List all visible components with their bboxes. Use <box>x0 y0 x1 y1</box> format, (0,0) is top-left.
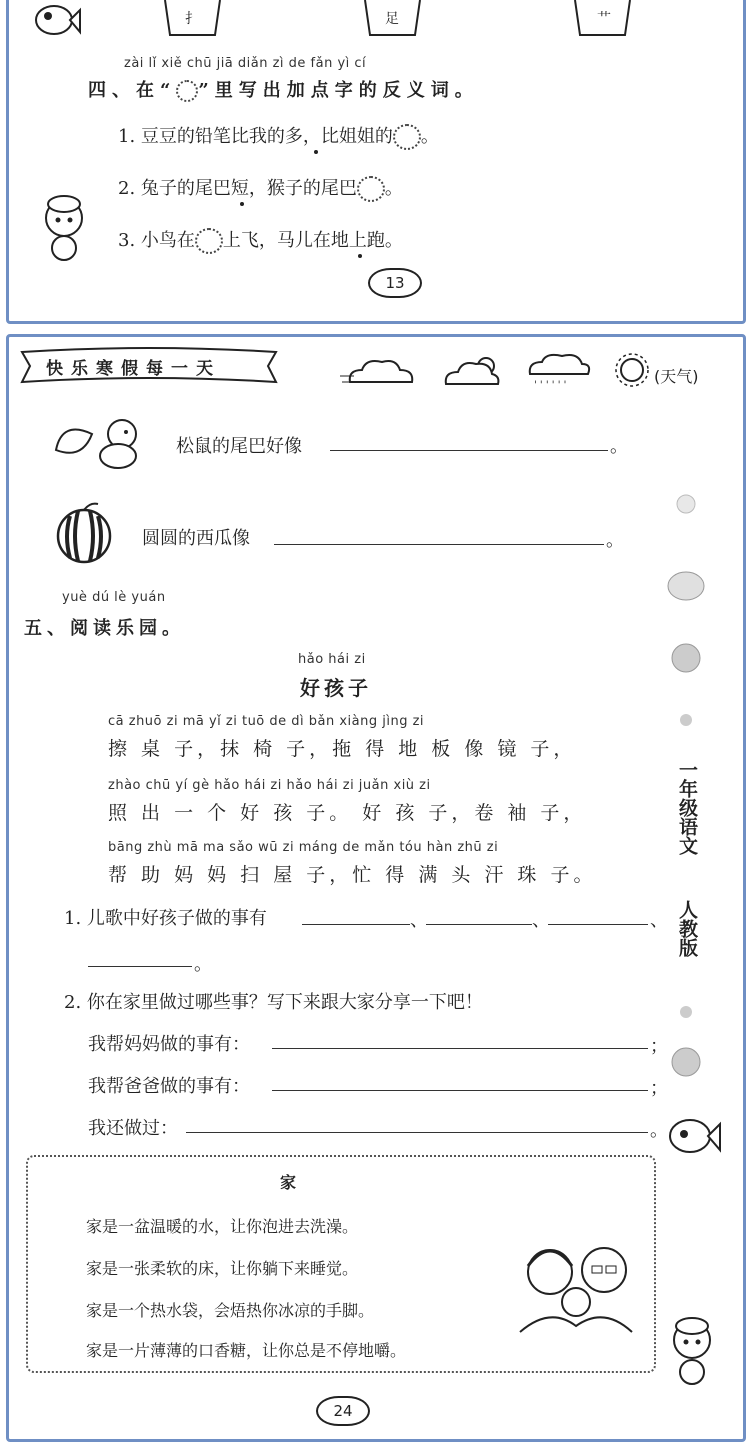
q2-dad-label: 我帮爸爸做的事有： <box>88 1076 250 1097</box>
page-number-24: 24 <box>316 1396 370 1426</box>
poem-line-3-pinyin: bāng zhù mā ma sǎo wū zi máng de mǎn tóu hàn zhū zi <box>108 840 499 855</box>
weather-label: (天气) <box>654 367 699 386</box>
q1-blank-3[interactable] <box>548 924 648 925</box>
squirrel-prompt: 松鼠的尾巴好像 <box>176 436 302 457</box>
q1-sep-1: 、 <box>410 910 428 931</box>
sunny-icon[interactable] <box>612 350 652 390</box>
blank-flower-icon <box>176 80 198 102</box>
q1-blank-1[interactable] <box>302 924 410 925</box>
q1-blank-4[interactable] <box>88 966 192 967</box>
q2-dad-end: ； <box>650 1078 668 1099</box>
poem-line-2-pinyin: zhào chū yí gè hǎo hái zi hǎo hái zi juǎn xiù zi <box>108 778 431 793</box>
q2-mom-answer-line[interactable] <box>272 1048 648 1049</box>
q2-other-end: 。 <box>650 1120 668 1141</box>
svg-text:' ' ' ' ' ': ' ' ' ' ' ' <box>534 380 567 391</box>
banner-text: 快乐寒假每一天 <box>46 359 221 379</box>
q1-end: 。 <box>194 954 212 975</box>
q1-text: 1. 豆豆的铅笔比我的多，比姐姐的 <box>118 126 393 147</box>
q1-end: 。 <box>420 126 439 147</box>
squirrel-end: 。 <box>610 436 628 457</box>
watermelon-end: 。 <box>606 530 624 551</box>
emphasis-dot <box>314 150 318 154</box>
home-poem-line-4: 家是一片薄薄的口香糖，让你总是不停地嚼。 <box>86 1341 407 1360</box>
home-poem-title: 家 <box>280 1173 297 1192</box>
q2-other-label: 我还做过： <box>88 1118 178 1139</box>
poem-title-pinyin: hǎo hái zi <box>298 652 366 667</box>
q1-sep-3: 、 <box>650 910 668 931</box>
q2-dad-answer-line[interactable] <box>272 1090 648 1091</box>
q3-after: 上飞，马儿在地上跑。 <box>222 230 403 251</box>
pot-char-1: 扌 <box>185 11 199 27</box>
family-illustration <box>514 1236 638 1336</box>
q1-blank-2[interactable] <box>426 924 532 925</box>
side-edition-label: 人教版 <box>676 900 698 957</box>
section4-heading-before: 四、在“ <box>88 80 177 101</box>
emphasis-dot <box>240 202 244 206</box>
side-grade-label: 一年级语文 <box>676 760 698 855</box>
emphasis-dot <box>358 254 362 258</box>
poem-line-1-pinyin: cā zhuō zi mā yǐ zi tuō de dì bǎn xiàng jìng zi <box>108 714 425 729</box>
q3-before: 3. 小鸟在 <box>118 230 195 251</box>
section4-heading <box>88 76 479 102</box>
watermelon-answer-line[interactable] <box>274 544 604 545</box>
home-poem-line-1: 家是一盆温暖的水，让你泡进去洗澡。 <box>86 1217 359 1236</box>
rainy-icon[interactable] <box>526 352 592 392</box>
poem-title: 好孩子 <box>300 676 372 700</box>
section4-q1 <box>118 122 439 150</box>
answer-blank-2[interactable] <box>357 176 385 202</box>
reading-q1: 1. 儿歌中好孩子做的事有 <box>64 908 267 929</box>
squirrel-icon <box>52 410 156 474</box>
fish-mascot-icon <box>30 0 82 44</box>
home-poem-line-2: 家是一张柔软的床，让你躺下来睡觉。 <box>86 1259 359 1278</box>
answer-blank-3[interactable] <box>195 228 223 254</box>
puppy-mascot-icon <box>664 1312 720 1388</box>
fish-mascot-icon <box>664 1112 722 1164</box>
watermelon-icon <box>54 502 118 564</box>
section4-heading-after: ”里写出加点字的反义词。 <box>198 80 479 101</box>
flower-pots-illustration <box>160 0 640 40</box>
section5-pinyin: yuè dú lè yuán <box>62 590 166 605</box>
poem-line-1: 擦 桌 子，抹 椅 子，拖 得 地 板 像 镜 子， <box>108 738 577 760</box>
poem-line-2: 照 出 一 个 好 孩 子。 好 孩 子，卷 袖 子， <box>108 802 587 824</box>
page-number-13: 13 <box>368 268 422 298</box>
partly-sunny-icon[interactable] <box>442 354 502 388</box>
q2-end: 。 <box>384 178 403 199</box>
q1-sep-2: 、 <box>532 910 550 931</box>
cloudy-icon[interactable] <box>340 354 420 388</box>
q2-mom-end: ； <box>650 1036 668 1057</box>
section4-pinyin: zài lǐ xiě chū jiā diǎn zì de fǎn yì cí <box>124 56 367 71</box>
squirrel-answer-line[interactable] <box>330 450 608 451</box>
q2-other-answer-line[interactable] <box>186 1132 648 1133</box>
section4-q2 <box>118 174 403 202</box>
pot-char-2: 足 <box>385 11 399 27</box>
reading-q2: 2. 你在家里做过哪些事？写下来跟大家分享一下吧！ <box>64 992 483 1013</box>
answer-blank-1[interactable] <box>393 124 421 150</box>
section4-q3 <box>118 226 403 254</box>
side-decoration <box>664 490 706 1130</box>
poem-line-3: 帮 助 妈 妈 扫 屋 子，忙 得 满 头 汗 珠 子。 <box>108 864 597 886</box>
watermelon-prompt: 圆圆的西瓜像 <box>142 528 250 549</box>
home-poem-line-3: 家是一个热水袋，会焐热你冰凉的手脚。 <box>86 1301 375 1320</box>
q2-text: 2. 兔子的尾巴短，猴子的尾巴 <box>118 178 357 199</box>
q2-mom-label: 我帮妈妈做的事有： <box>88 1034 250 1055</box>
pot-char-3: 艹 <box>597 11 611 27</box>
puppy-mascot-icon <box>34 192 94 264</box>
section5-heading: 五、阅读乐园。 <box>24 618 185 639</box>
